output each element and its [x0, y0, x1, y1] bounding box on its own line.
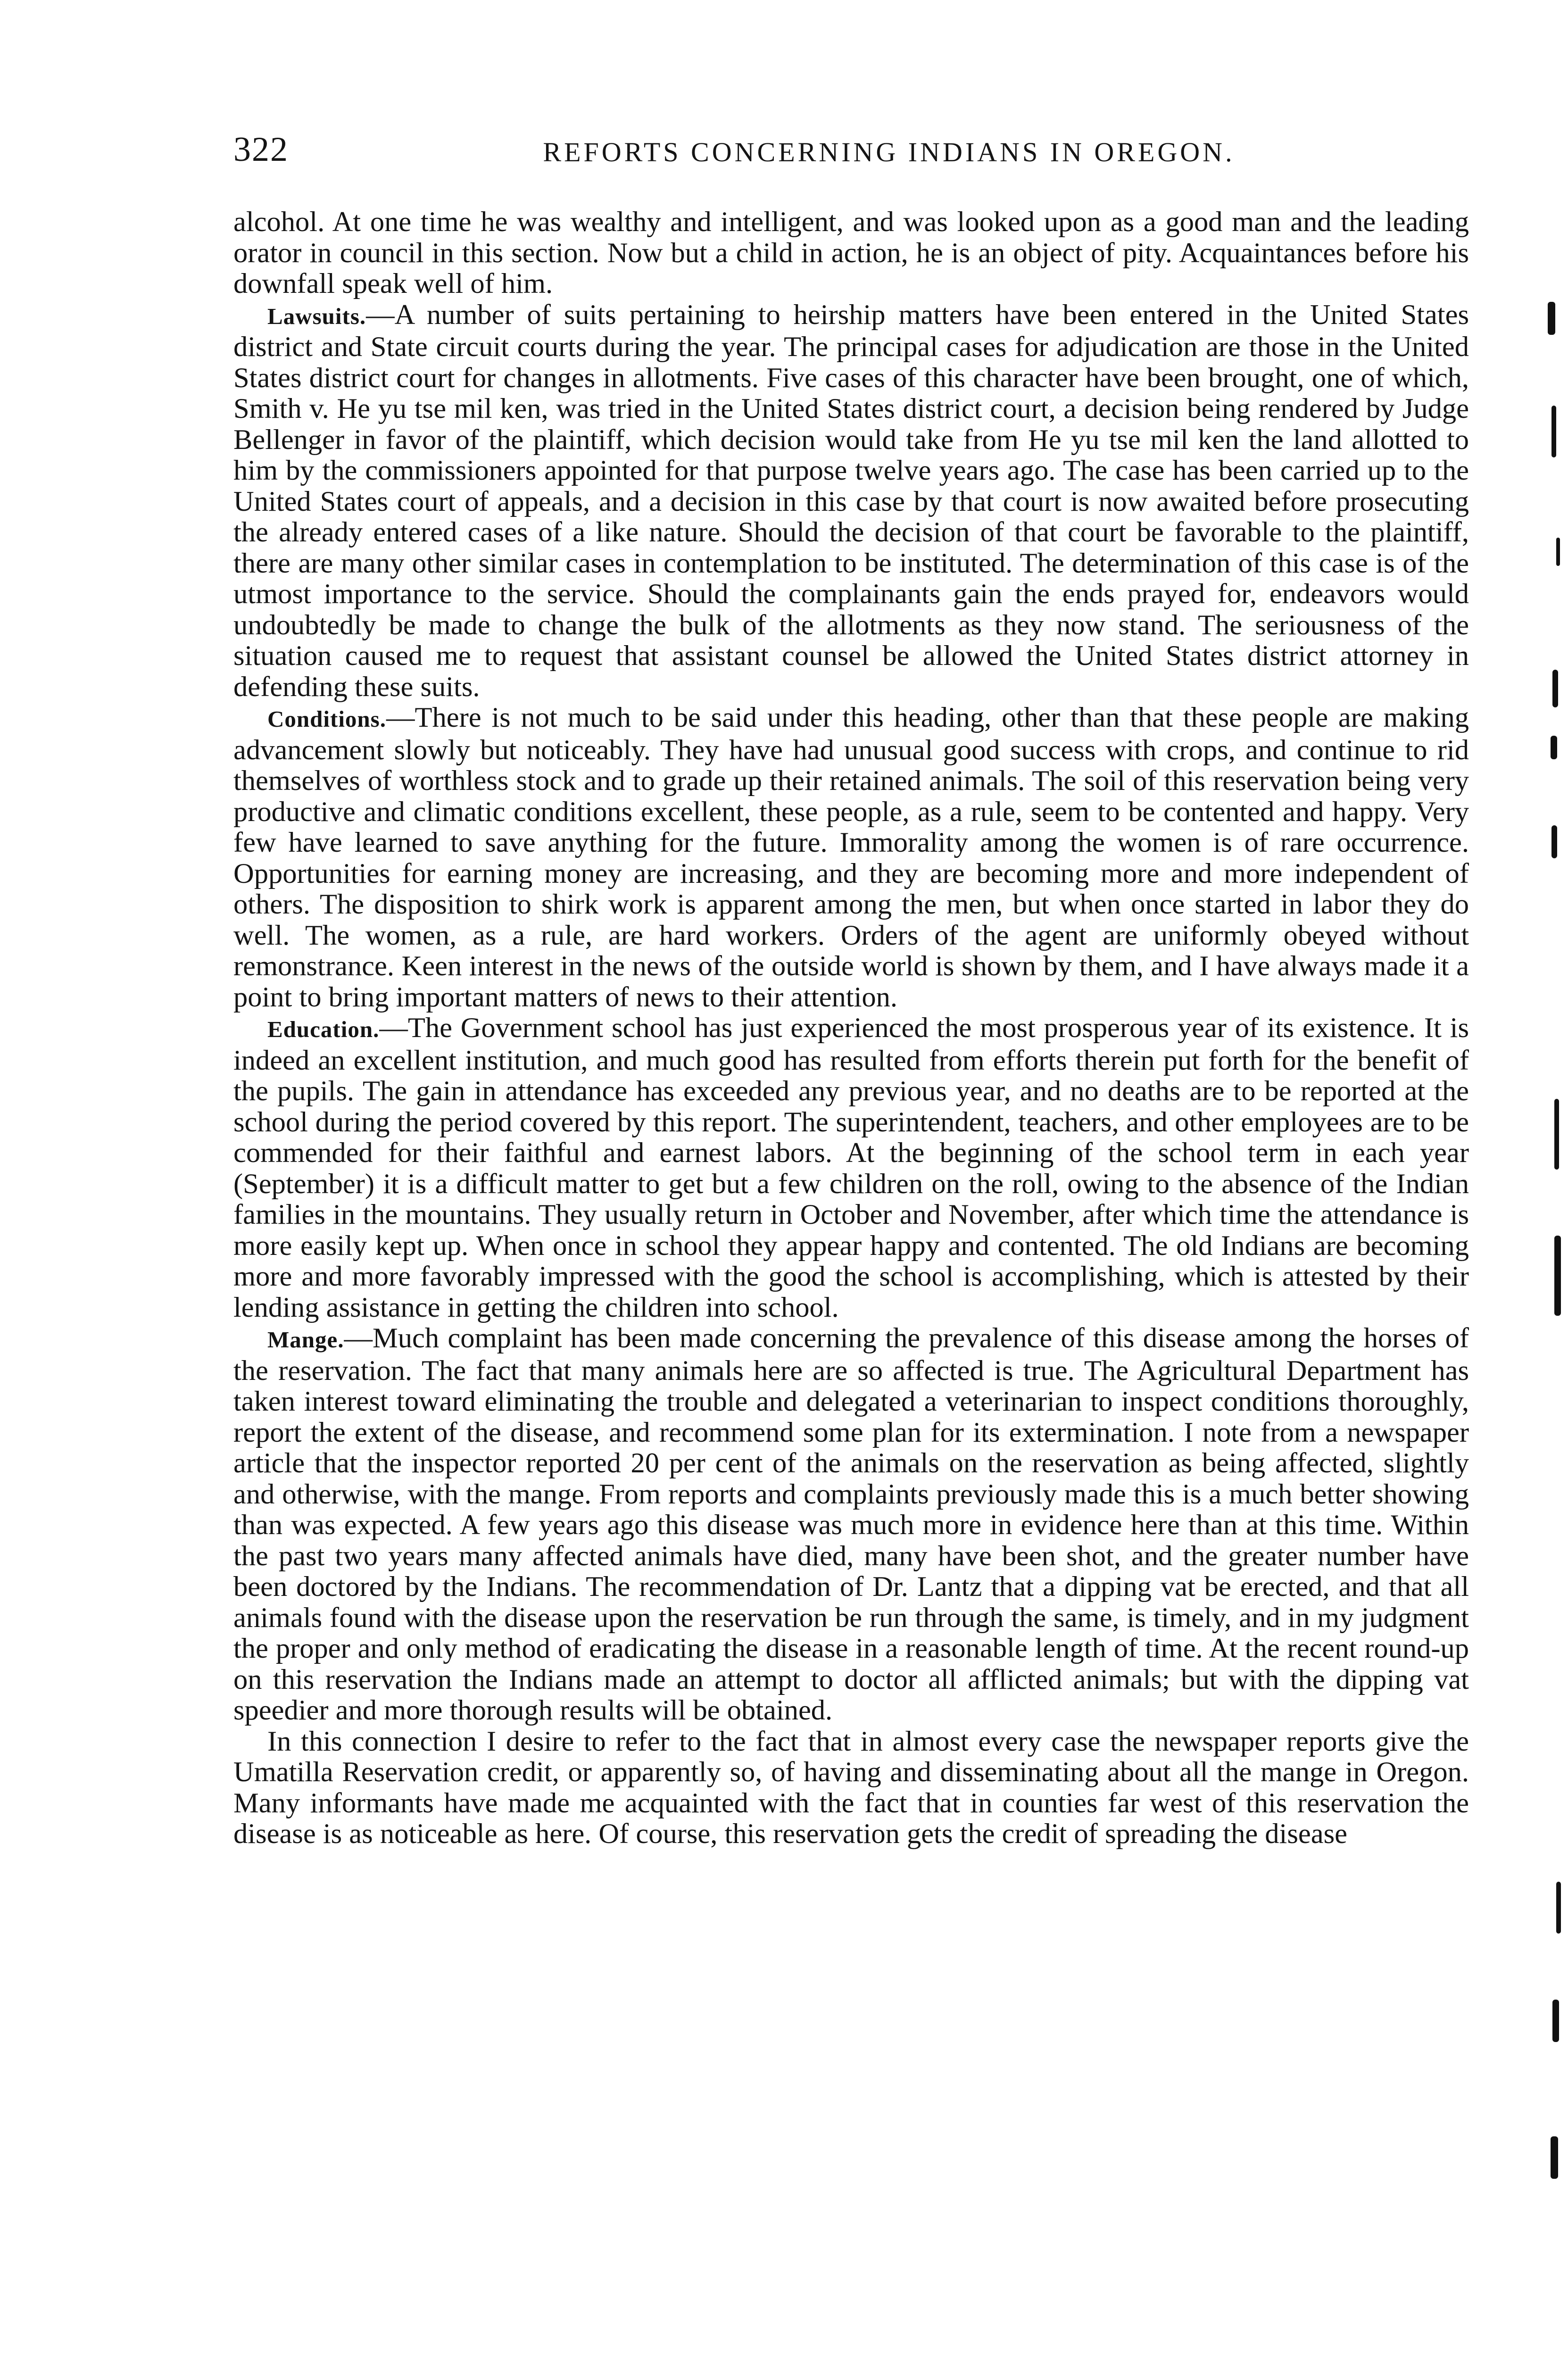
section-heading-mange: Mange.: [267, 1327, 344, 1353]
paragraph-lawsuits: [233, 299, 1469, 703]
scan-edge-mark: [1551, 825, 1557, 858]
paragraph-text: In this connection I desire to refer to the fact that in almost every case the newspaper reports give the Umatilla Reservation credit, or apparently so, of having and disseminating about all the mange in Oregon. Many informants have made me acquainted with the fact that in counties far west of this reservation the disease is as noticeable as here. Of course, this reservation gets the credit of spreading the disease: [233, 1725, 1469, 1850]
paragraph-text: —A number of suits pertaining to heirship matters have been entered in the United States district and State circuit courts during the year. The principal cases for adjudication are those in the United States district court for changes in allotments. Five cases of this character have been brought, one of which, Smith v. He yu tse mil ken, was tried in the United States district court, a decision being rendered by Judge Bellenger in favor of the plaintiff, which decision would take from He yu tse mil ken the land allotted to him by the commissioners appointed for that purpose twelve years ago. The case has been carried up to the United States court of appeals, and a decision in this case by that court is now awaited before prosecuting the already entered cases of a like nature. Should the decision of that court be favorable to the plaintiff, there are many other similar cases in contemplation to be instituted. The determination of this case is of the utmost importance to the service. Should the complainants gain the ends prayed for, endeavors would undoubtedly be made to change the bulk of the allotments as they now stand. The seriousness of the situation caused me to request that assistant counsel be allowed the United States district attorney in defending these suits.: [233, 299, 1469, 703]
paragraph-text: alcohol. At one time he was wealthy and intelligent, and was looked upon as a good man and the leading orator in council in this section. Now but a child in action, he is an object of pity. Acquaintances before his downfall speak well of him.: [233, 206, 1469, 299]
paragraph-text: —Much complaint has been made concerning the prevalence of this disease among the horses of the reservation. The fact that many animals here are so affected is true. The Agricultural Department has taken interest toward eliminating the trouble and delegated a veterinarian to inspect conditions thoroughly, report the extent of the disease, and recommend some plan for its extermination. I note from a newspaper article that the inspector reported 20 per cent of the animals on the reservation as being affected, slightly and otherwise, with the mange. From reports and complaints previously made this is a much better showing than was expected. A few years ago this disease was much more in evidence here than at this time. Within the past two years many affected animals have died, many have been shot, and the greater number have been doctored by the Indians. The recommendation of Dr. Lantz that a dipping vat be erected, and that all animals found with the disease upon the reservation be run through the same, is timely, and in my judgment the proper and only method of eradicating the disease in a reasonable length of time. At the recent round-up on this reservation the Indians made an attempt to doctor all afflicted animals; but with the dipping vat speedier and more thorough results will be obtained.: [233, 1322, 1469, 1726]
paragraph-education: [233, 1013, 1469, 1323]
scan-edge-mark: [1551, 736, 1557, 759]
section-heading-lawsuits: Lawsuits.: [267, 303, 366, 329]
page-number: 322: [233, 130, 289, 169]
section-heading-conditions: Conditions.: [267, 706, 387, 732]
scan-edge-mark: [1556, 538, 1560, 566]
paragraph-continuation: [233, 207, 1469, 299]
paragraph-text: —The Government school has just experienced the most prosperous year of its existence. It is indeed an excellent institution, and much good has resulted from efforts therein put forth for the benefit of the pupils. The gain in attendance has exceeded any previous year, and no deaths are to be reported at the school during the period covered by this report. The superintendent, teachers, and other employees are to be commended for their faithful and earnest labors. At the beginning of the school term in each year (September) it is a difficult matter to get but a few children on the roll, owing to the absence of the Indian families in the mountains. They usually return in October and November, after which time the attendance is more easily kept up. When once in school they appear happy and contented. The old Indians are becoming more and more favorably impressed with the good the school is accomplishing, which is attested by their lending assistance in getting the children into school.: [233, 1012, 1469, 1323]
section-heading-education: Education.: [267, 1016, 380, 1042]
page-header: [233, 130, 1469, 182]
scan-edge-mark: [1552, 670, 1558, 707]
scan-edge-mark: [1554, 1099, 1559, 1170]
scan-edge-mark: [1552, 2000, 1559, 2042]
scan-edge-mark: [1551, 406, 1556, 457]
paragraph-text: —There is not much to be said under this heading, other than that these people are making advancement slowly but noticeably. They have had unusual good success with crops, and continue to rid themselves of worthless stock and to grade up their retained animals. The soil of this reservation being very productive and climatic conditions excellent, these people, as a rule, seem to be contented and happy. Very few have learned to save anything for the future. Immorality among the women is of rare occurrence. Opportunities for earning money are increasing, and they are becoming more and more independent of others. The disposition to shirk work is apparent among the men, but when once started in labor they do well. The women, as a rule, are hard workers. Orders of the agent are uniformly obeyed without remonstrance. Keen interest in the news of the outside world is shown by them, and I have always made it a point to bring important matters of news to their attention.: [233, 702, 1469, 1013]
scan-edge-mark: [1554, 1236, 1561, 1316]
scan-edge-mark: [1556, 1882, 1561, 1934]
paragraph-connection: [233, 1726, 1469, 1850]
body-text: [233, 207, 1469, 1850]
scan-edge-mark: [1551, 2136, 1558, 2179]
scan-edge-mark: [1548, 302, 1555, 335]
paragraph-mange: [233, 1323, 1469, 1726]
running-head: REFORTS CONCERNING INDIANS IN OREGON.: [543, 137, 1235, 167]
paragraph-conditions: [233, 702, 1469, 1013]
